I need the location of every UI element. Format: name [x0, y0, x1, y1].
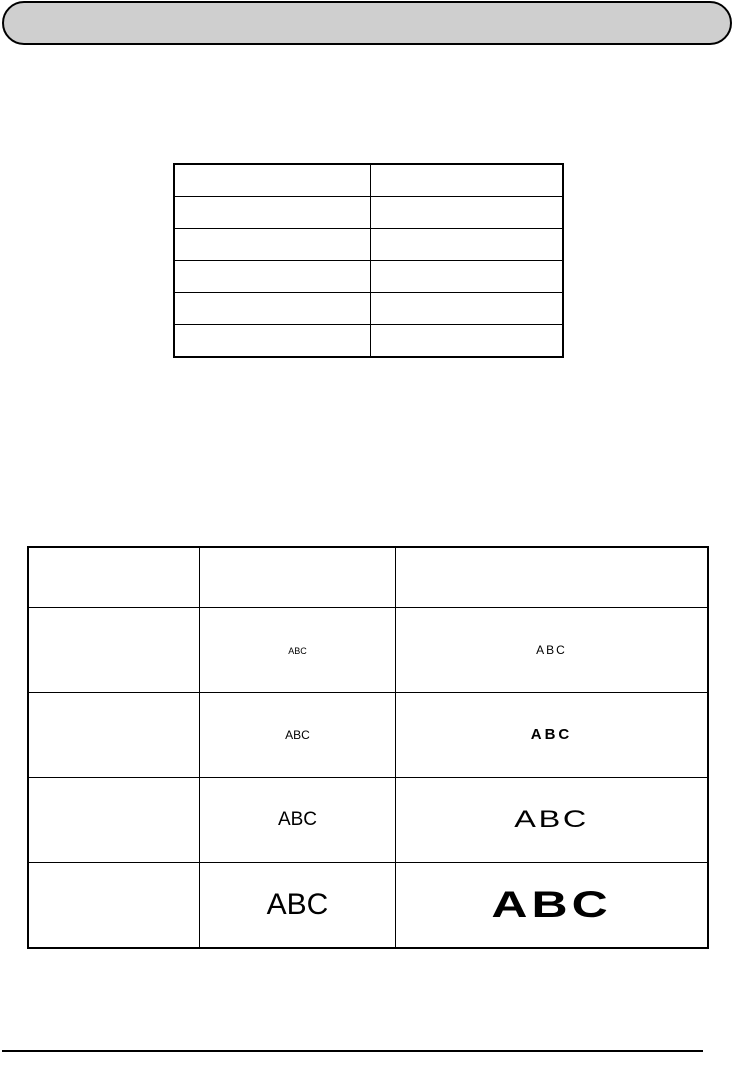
- settings-table: [173, 163, 564, 358]
- table-row: [174, 229, 563, 261]
- narrow-sample-cell: [200, 693, 396, 778]
- table-cell: [174, 325, 371, 358]
- header-cell: [28, 547, 200, 608]
- wide-sample-cell: [396, 693, 709, 778]
- table-row: [28, 778, 708, 863]
- text-size-samples-table: [27, 546, 709, 949]
- table-row: [174, 325, 563, 358]
- table-cell: [371, 197, 564, 229]
- sample-text: ABC: [285, 728, 310, 742]
- sample-text: ABC: [266, 888, 329, 921]
- wide-sample-cell: [396, 863, 709, 949]
- table-cell: [174, 293, 371, 325]
- wide-sample-cell: [396, 608, 709, 693]
- table-row: [174, 293, 563, 325]
- sample-text: ABC: [288, 646, 307, 656]
- table-row: [28, 863, 708, 949]
- table-cell: [371, 293, 564, 325]
- table-cell: [371, 325, 564, 358]
- row-label-cell: [28, 778, 200, 863]
- narrow-sample-cell: [200, 778, 396, 863]
- sample-text: ABC: [536, 643, 567, 657]
- table-row: [28, 693, 708, 778]
- row-label-cell: [28, 693, 200, 778]
- table-cell: [174, 229, 371, 261]
- table-cell: [371, 261, 564, 293]
- table-row: [174, 261, 563, 293]
- header-cell: [396, 547, 709, 608]
- table-cell: [371, 164, 564, 197]
- sample-text: ABC: [530, 726, 573, 743]
- row-label-cell: [28, 608, 200, 693]
- wide-sample-cell: [396, 778, 709, 863]
- table-header-row: [28, 547, 708, 608]
- table-cell: [174, 197, 371, 229]
- sample-text: ABC: [277, 809, 318, 830]
- table-cell: [174, 164, 371, 197]
- table-cell: [174, 261, 371, 293]
- narrow-sample-cell: [200, 863, 396, 949]
- table-row: [174, 164, 563, 197]
- footer-rule: [2, 1050, 703, 1052]
- narrow-sample-cell: [200, 608, 396, 693]
- table-cell: [371, 229, 564, 261]
- header-cell: [200, 547, 396, 608]
- sample-text: ABC: [514, 806, 589, 833]
- table-row: [28, 608, 708, 693]
- section-header-bar: [2, 1, 732, 45]
- table-row: [174, 197, 563, 229]
- row-label-cell: [28, 863, 200, 949]
- sample-text: ABC: [491, 884, 612, 925]
